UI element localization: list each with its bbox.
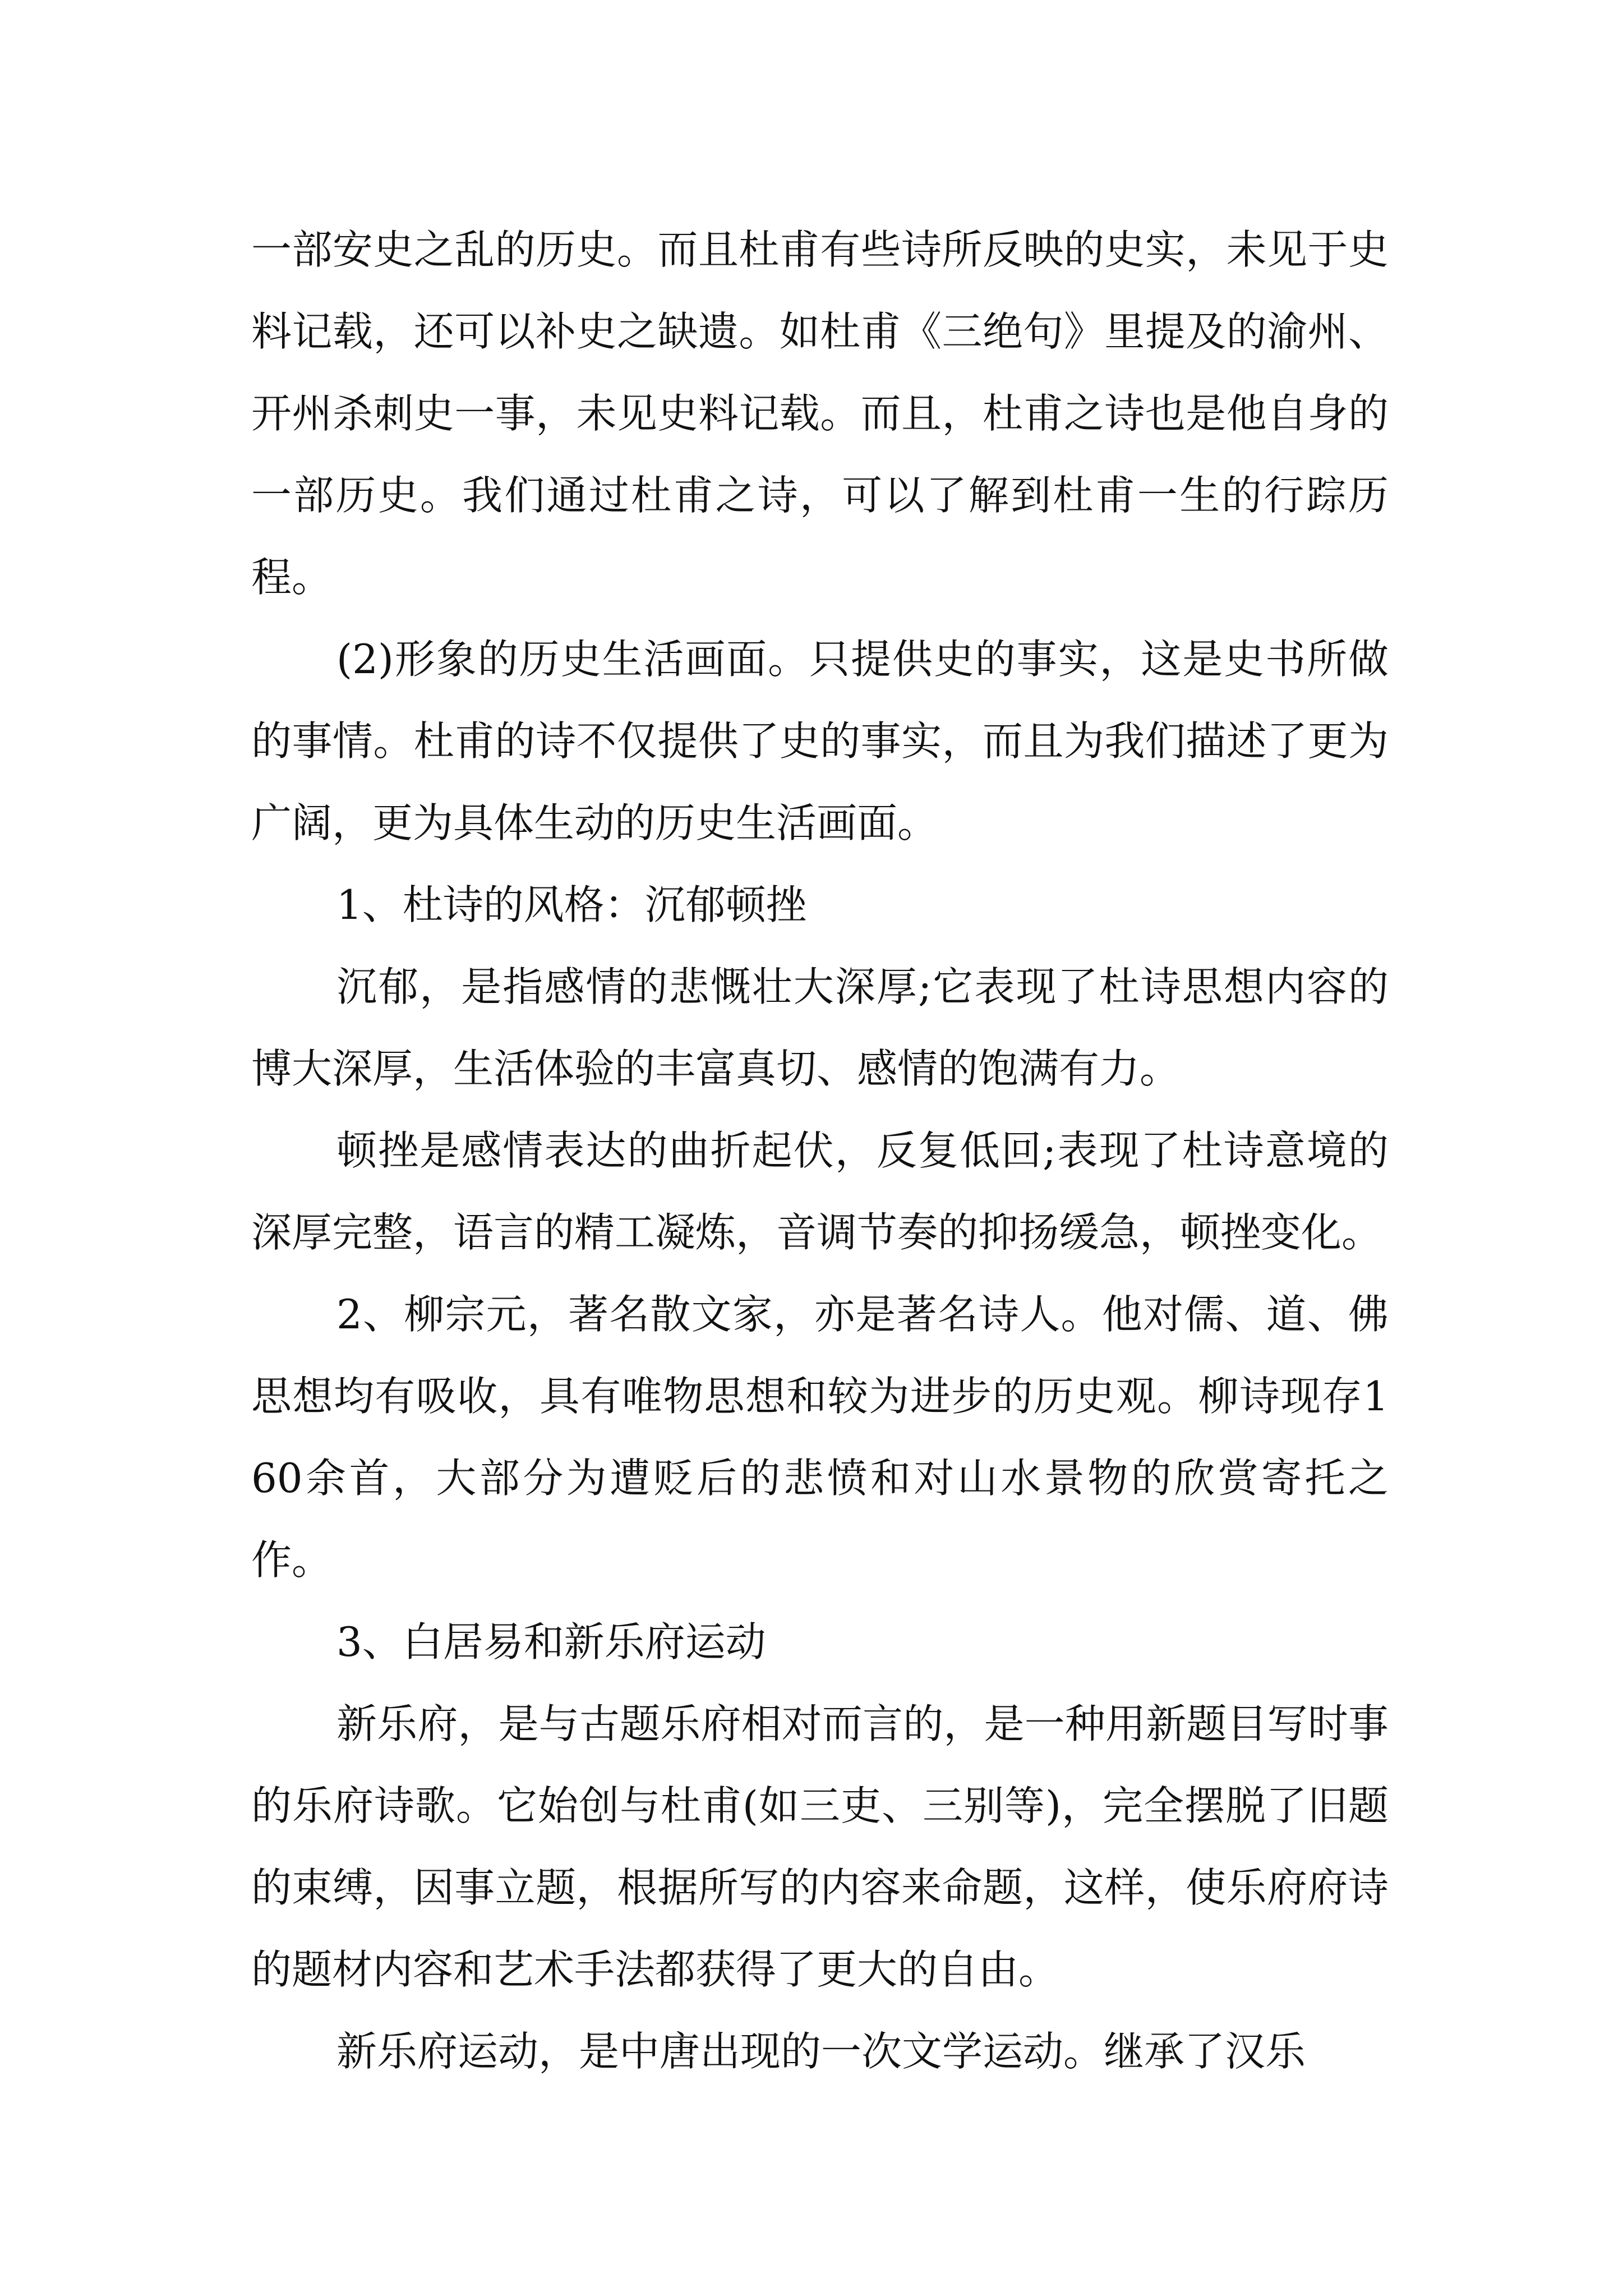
paragraph-new-yuefu-movement: 新乐府运动，是中唐出现的一次文学运动。继承了汉乐 bbox=[336, 2028, 1306, 2075]
paragraph-chenyu-definition: 沉郁，是指感情的悲慨壮大深厚;它表现了杜诗思想内容的博大深厚，生活体验的丰富真切、感情的饱满有力。 bbox=[251, 963, 1389, 1092]
heading-bai-juyi-new-yuefu: 3、白居易和新乐府运动 bbox=[336, 1618, 766, 1665]
paragraph-dunchuo-definition: 顿挫是感情表达的曲折起伏，反复低回;表现了杜诗意境的深厚完整，语言的精工凝炼，音调节奏的抑扬缓急，顿挫变化。 bbox=[251, 1127, 1389, 1256]
paragraph-new-yuefu-definition: 新乐府，是与古题乐府相对而言的，是一种用新题目写时事的乐府诗歌。它始创与杜甫(如三吏、三别等)，完全摆脱了旧题的束缚，因事立题，根据所写的内容来命题，这样，使乐府府诗的题材内容和艺术手法都获得了更大的自由。 bbox=[251, 1700, 1389, 1993]
paragraph-liu-zongyuan: 2、柳宗元，著名散文家，亦是著名诗人。他对儒、道、佛思想均有吸收，具有唯物思想和较为进步的历史观。柳诗现存160余首，大部分为遭贬后的悲愤和对山水景物的欣赏寄托之作。 bbox=[251, 1291, 1389, 1584]
document-body bbox=[251, 209, 1389, 2092]
heading-du-fu-style: 1、杜诗的风格：沉郁顿挫 bbox=[336, 881, 806, 928]
paragraph-history-life-scene: (2)形象的历史生活画面。只提供史的事实，这是史书所做的事情。杜甫的诗不仅提供了史的事实，而且为我们描述了更为广阔，更为具体生动的历史生活画面。 bbox=[251, 636, 1389, 846]
paragraph-du-fu-history: 一部安史之乱的历史。而且杜甫有些诗所反映的史实，未见于史料记载，还可以补史之缺遗。如杜甫《三绝句》里提及的渝州、开州杀刺史一事，未见史料记载。而且，杜甫之诗也是他自身的一部历史。我们通过杜甫之诗，可以了解到杜甫一生的行踪历程。 bbox=[251, 226, 1389, 601]
